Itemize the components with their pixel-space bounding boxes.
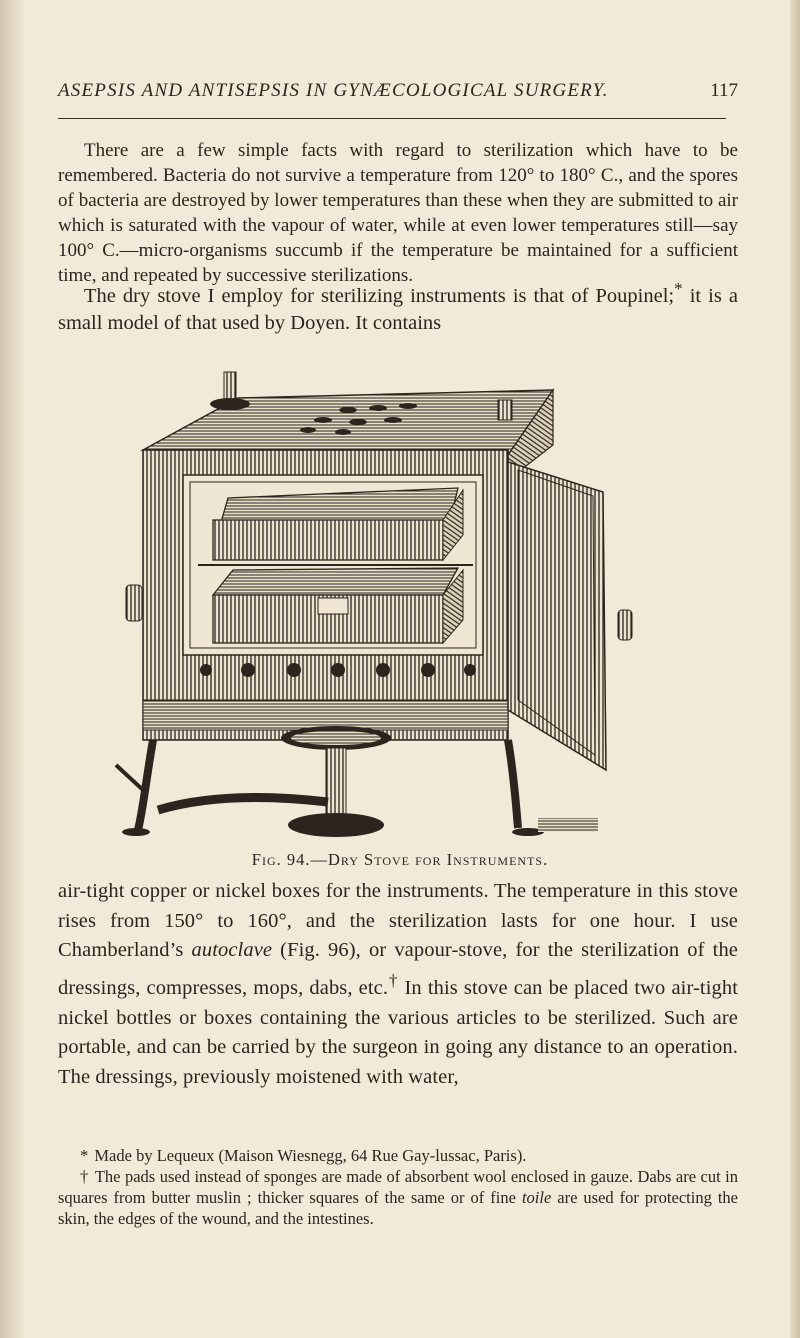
figure-caption — [0, 850, 800, 870]
paragraph-autoclave-text-b: (Fig. 96), or vapour-stove, for the sterilization of the dressings, compresses, mops, dabs, etc. — [58, 939, 739, 999]
page-header — [58, 78, 738, 108]
paragraph-dry-stove-text: The dry stove I employ for sterilizing instruments is that of Poupinel; — [84, 284, 675, 307]
footnote-1-mark: * — [80, 1146, 89, 1165]
page-number: 117 — [710, 80, 738, 101]
paragraph-dry-stove — [58, 275, 738, 337]
footnote-ref-dagger: † — [388, 971, 399, 991]
header-rule — [58, 118, 726, 119]
paragraph-autoclave — [58, 877, 738, 1093]
footnote-2-text-a: The pads used instead of sponges are made of absorbent wool enclosed in gauze. Dabs are cut in squares from butter muslin ; thicker squares of the same or of fine — [58, 1167, 738, 1207]
footnote-1 — [58, 1145, 738, 1166]
toile-term: toile — [521, 1188, 552, 1207]
dry-stove-illustration — [98, 370, 643, 845]
paragraph-autoclave-text-c: In this stove can be placed two air-tight nickel bottles or boxes containing the various articles to be sterilized. Such are portable, and can be carried by the surgeon in going any distance to an operation. The dressings, previously moistened with water, — [58, 976, 738, 1089]
footnote-ref-asterisk: * — [674, 279, 683, 298]
paragraph-sterilization-facts: There are a few simple facts with regard to sterilization which have to be remembered. Bacteria do not survive a temperature from 120° to 180° C., and the spores of bacteria are destroyed by lower temperatures than these when they are submitted to air which is saturated with the vapour of water, while at even lower temperatures still—say 100° C.—micro-organisms succumb if the temperature be maintained for a sufficient time, and repeated by successive sterilizations. — [58, 140, 738, 286]
figure-title: —Dry Stove for Instruments. — [310, 850, 549, 869]
footnote-2-text-b: are used for protecting the skin, the edges of the wound, and the intestines. — [58, 1188, 738, 1228]
footnotes — [58, 1145, 738, 1229]
paragraph-autoclave-text-a: air-tight copper or nickel boxes for the instruments. The temperature in this stove rises from 150° to 160°, and the sterilization lasts for one hour. I use Chamberland’s — [58, 880, 738, 962]
page-edge — [790, 0, 800, 1338]
paragraph-dry-stove-text-cont: it is a small model of that used by Doyen. It contains — [58, 284, 738, 334]
footnote-2 — [58, 1166, 738, 1229]
figure-label: Fig. 94. — [251, 850, 311, 869]
running-head: ASEPSIS AND ANTISEPSIS IN GYNÆCOLOGICAL SURGERY. — [58, 80, 609, 101]
autoclave-term: autoclave — [191, 939, 273, 962]
footnote-1-text: Made by Lequeux (Maison Wiesnegg, 64 Rue Gay-lussac, Paris). — [94, 1146, 527, 1165]
footnote-2-mark: † — [80, 1167, 89, 1186]
spine-shadow — [0, 0, 26, 1338]
